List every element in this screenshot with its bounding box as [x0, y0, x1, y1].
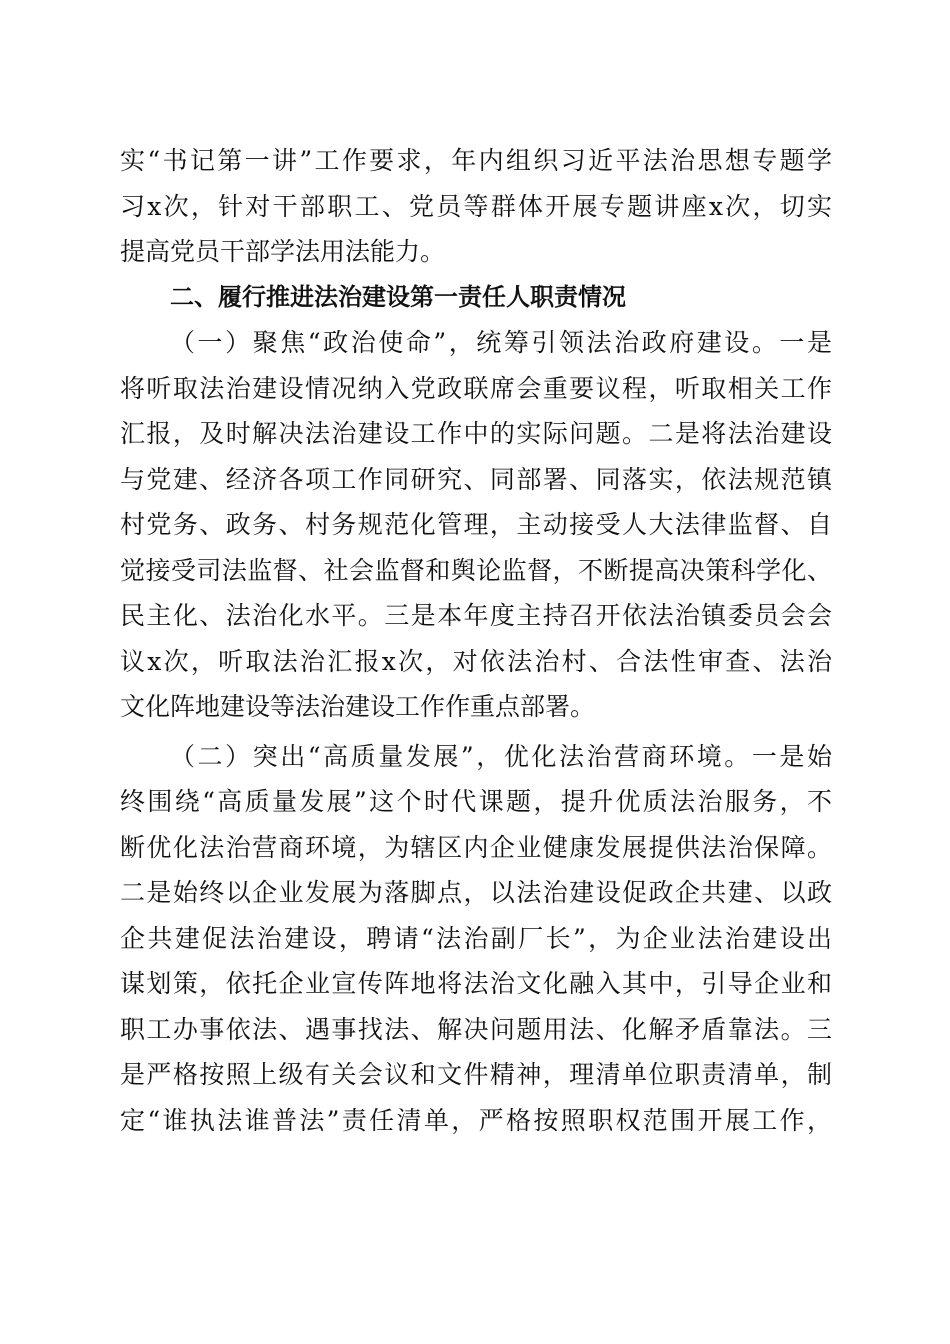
text-line: 实“书记第一讲”工作要求，年内组织习近平法治思想专题学 [120, 146, 832, 175]
text-line: 村党务、政务、村务规范化管理，主动接受人大法律监督、自 [120, 510, 832, 539]
text-line: 是严格按照上级有关会议和文件精神，理清单位职责清单，制 [120, 1060, 832, 1089]
text-line: 民主化、法治化水平。三是本年度主持召开依法治镇委员会会 [120, 601, 832, 630]
text-line: 将听取法治建设情况纳入党政联席会重要议程，听取相关工作 [120, 373, 832, 403]
text-line: 谋划策，依托企业宣传阵地将法治文化融入其中，引导企业和 [120, 969, 832, 998]
text-line: 企共建促法治建设，聘请“法治副厂长”，为企业法治建设出 [120, 923, 832, 953]
text-line: 习x次，针对干部职工、党员等群体开展专题讲座x次，切实 [120, 191, 832, 221]
text-line: 二是始终以企业发展为落脚点，以法治建设促政企共建、以政 [120, 878, 832, 907]
paragraph-study-requirements [120, 138, 832, 275]
text-line: 提高党员干部学法用法能力。 [120, 237, 446, 266]
text-line: 文化阵地建设等法治建设工作作重点部署。 [120, 692, 596, 721]
text-line: 觉接受司法监督、社会监督和舆论监督，不断提高决策科学化、 [120, 555, 832, 585]
document-body [120, 138, 832, 1143]
paragraph-political-mission [120, 320, 832, 730]
text-line: 与党建、经济各项工作同研究、同部署、同落实，依法规范镇 [120, 464, 832, 494]
text-line: 终围绕“高质量发展”这个时代课题，提升优质法治服务，不 [120, 787, 832, 816]
paragraph-high-quality-development [120, 734, 832, 1144]
section-heading: 二、履行推进法治建设第一责任人职责情况 [170, 282, 626, 311]
text-line: （二）突出“高质量发展”，优化法治营商环境。一是始 [170, 741, 832, 771]
text-line: 定“谁执法谁普法”责任清单，严格按照职权范围开展工作， [120, 1105, 832, 1135]
text-line: 职工办事依法、遇事找法、解决问题用法、化解矛盾靠法。三 [120, 1014, 832, 1044]
text-line: 议x次，听取法治汇报x次，对依法治村、合法性审查、法治 [120, 646, 832, 676]
text-line: 断优化法治营商环境，为辖区内企业健康发展提供法治保障。 [120, 832, 832, 862]
text-line: 汇报，及时解决法治建设工作中的实际问题。二是将法治建设 [120, 419, 832, 448]
text-line: （一）聚焦“政治使命”，统筹引领法治政府建设。一是 [170, 328, 832, 357]
